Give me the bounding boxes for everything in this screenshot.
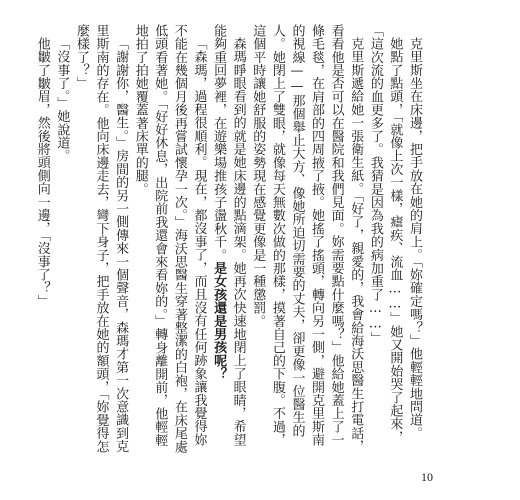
- paragraph-2: 她點了點頭，「就像上次一樣，瘧疾、流血……」她又開始哭了起來，「這次流的血更多了。我猜是因為我的病加重了……」: [367, 24, 403, 444]
- paragraph-6: 「謝謝你，醫生。」房間的另一側傳來一個聲音，森瑪才第一次意識到克里斯南的存在。他向床邊走去，彎下身子，把手放在她的額頭，「妳覺得怎麼樣了？」: [73, 24, 129, 454]
- paragraph-1: 克里斯坐在床邊，把手放在她的肩上。「妳確定嗎？」他輕輕地問道。: [407, 37, 422, 440]
- paragraph-4: [208, 24, 247, 454]
- vertical-text-body: [34, 24, 424, 454]
- paragraph-4-text: 森瑪睜眼看到的就是她床邊的點滴架。她再次快速地閉上了眼睛，希望能夠重回夢裡，在遊樂場推孩子盪秋千。: [211, 24, 246, 447]
- page-number: 10: [421, 470, 433, 484]
- paragraph-5: 「森瑪，過程很順利。現在，都沒事了，而且沒有任何跡象讓我覺得妳不能在幾個月後再嘗試懷孕一次。」海沃思醫生穿著整潔的白袍，在床尾處低頭看著她。「好好休息，出院前我還會來看妳的。」轉身離開前，他輕輕地拍了拍她覆蓋著床單的腿。: [132, 24, 207, 454]
- paragraph-7: 「沒事了。」她說道。: [54, 37, 70, 163]
- paragraph-4-emphasis: 是女孩還是男孩呢？: [211, 261, 227, 381]
- paragraph-8: 他皺了皺眉，然後將頭側向一邊，「沒事了？」: [34, 37, 50, 308]
- paragraph-3: 克里斯遞給她一張衛生紙。「好了，親愛的，我會給海沃思醫生打電話，看看他是否可以在醫院和我們見面。妳需要點什麼嗎？」他給她蓋上了一條毛毯，在肩部的四周掖了掖。她搖了搖頭，轉向另一側，避開克里斯南的視線——那個舉止大方、像她所迫切需要的丈夫，卻更像一位醫生的人。她閉上了雙眼，就像每天無數次做的那樣，摸著自己的下腹。不過，這個平時讓她舒服的姿勢現在感覺更像是一種懲罰。: [250, 24, 364, 453]
